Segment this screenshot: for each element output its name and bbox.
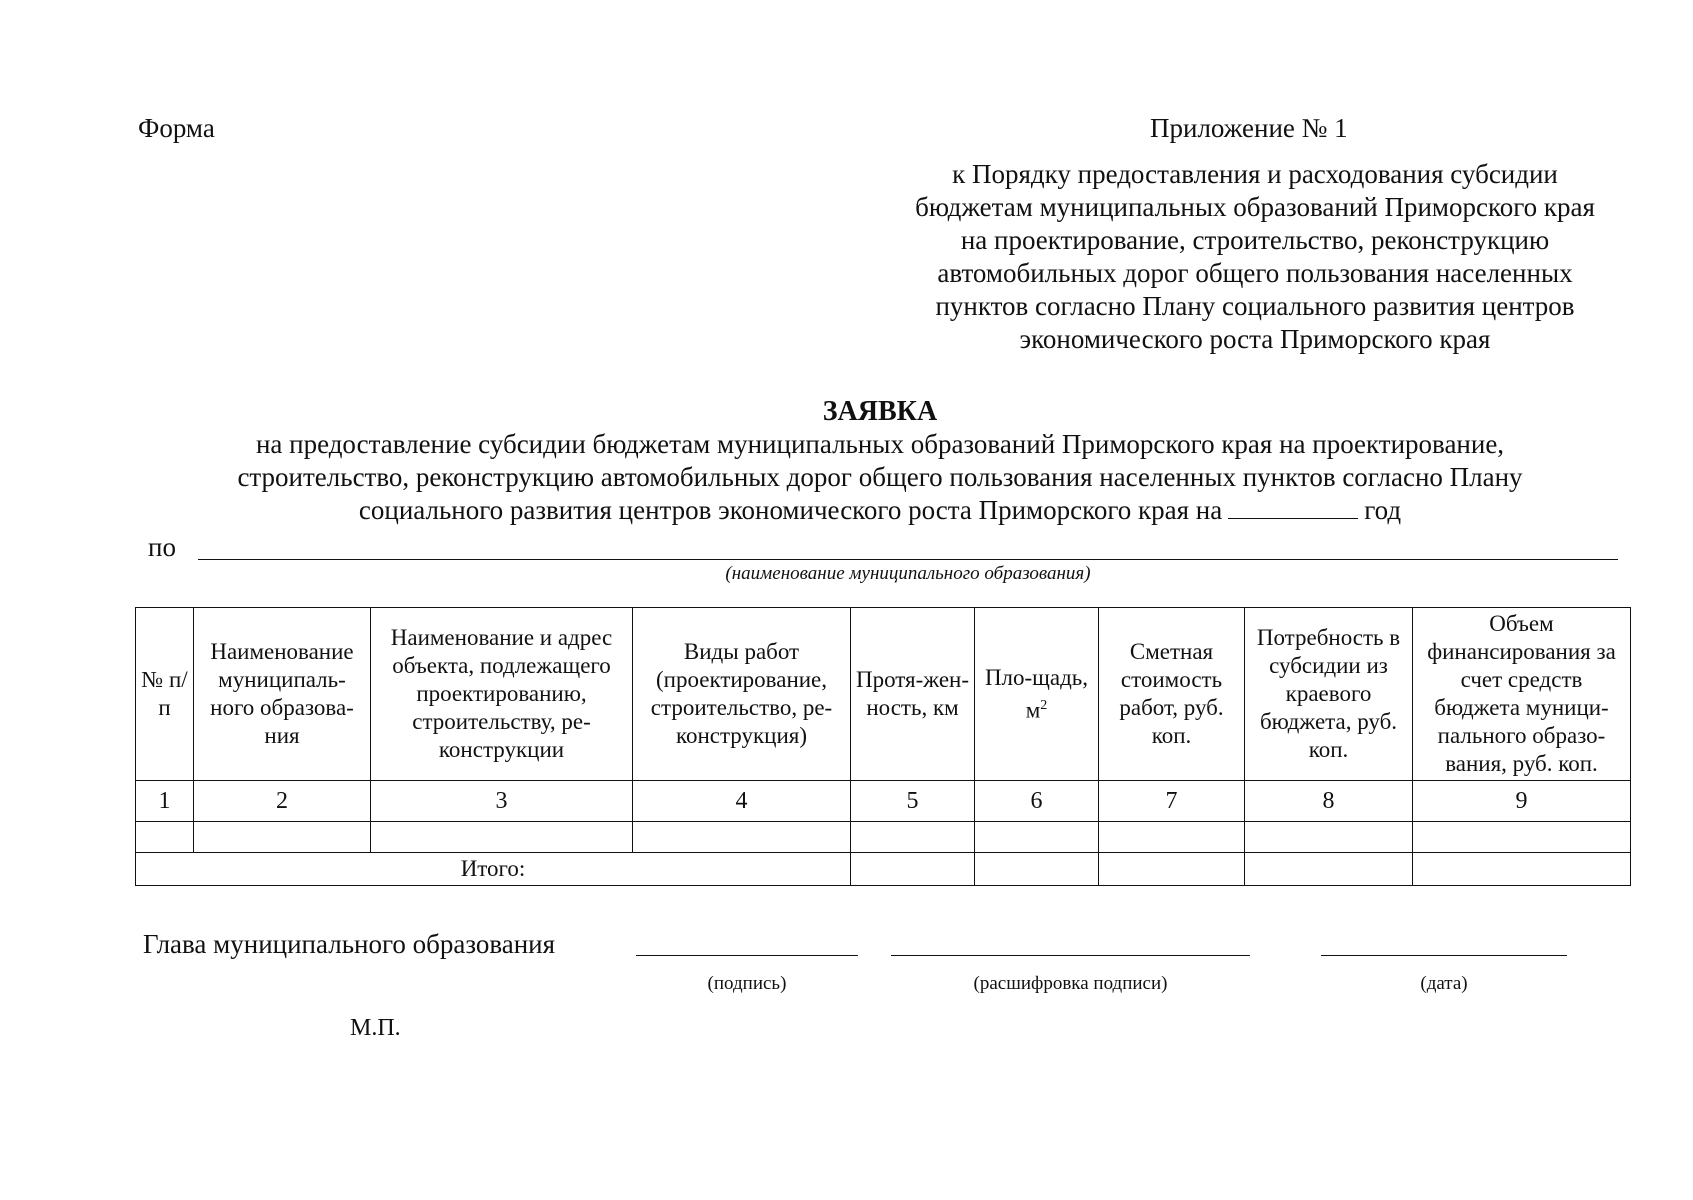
header-cell: Сметная стоимость работ, руб. коп. [1099, 608, 1245, 781]
signature-decode-field[interactable] [891, 955, 1250, 956]
total-cell[interactable] [1413, 853, 1631, 886]
subtitle-line: строительство, реконструкцию автомобильных дорог общего пользования населенных пунктов согласно Плану [237, 462, 1523, 492]
column-number: 9 [1413, 781, 1631, 822]
appendix-description [880, 158, 1630, 356]
subtitle-line-text: социального развития центров экономического роста Приморского края на [358, 495, 1223, 525]
signature-caption: (подпись) [707, 973, 787, 994]
column-number-row [136, 781, 1631, 822]
total-row [136, 853, 1631, 886]
municipality-blank-field[interactable] [198, 559, 1618, 560]
year-suffix: год [1364, 495, 1402, 525]
column-number: 4 [633, 781, 851, 822]
table-cell[interactable] [633, 822, 851, 853]
table-header-row [136, 608, 1631, 781]
header-cell: Наименование и адрес объекта, подлежащего проектированию, строительству, ре-конструкции [371, 608, 633, 781]
appendix-line: пунктов согласно Плану социального развития центров [935, 291, 1575, 321]
table-cell[interactable] [371, 822, 633, 853]
column-number: 8 [1245, 781, 1413, 822]
date-caption: (дата) [1420, 973, 1468, 994]
table-cell[interactable] [1245, 822, 1413, 853]
table-row [136, 822, 1631, 853]
header-cell: Объем финансирования за счет средств бюджета муници-пального образо-вания, руб. коп. [1413, 608, 1631, 781]
application-table [135, 607, 1631, 886]
header-cell: Наименование муниципаль-ного образова-ния [194, 608, 371, 781]
header-cell: Виды работ (проектирование, строительство, ре-конструкция) [633, 608, 851, 781]
subtitle-line [170, 494, 1590, 527]
document-title: ЗАЯВКА [822, 396, 938, 427]
total-cell[interactable] [975, 853, 1099, 886]
column-number: 5 [851, 781, 975, 822]
column-number: 6 [975, 781, 1099, 822]
header-cell: Потребность в субсидии из краевого бюджета, руб. коп. [1245, 608, 1413, 781]
column-number: 3 [371, 781, 633, 822]
municipality-hint: (наименование муниципального образования) [725, 563, 1091, 584]
document-subtitle [170, 428, 1590, 527]
table-cell[interactable] [851, 822, 975, 853]
table-cell[interactable] [194, 822, 371, 853]
total-cell[interactable] [1099, 853, 1245, 886]
table-cell[interactable] [1099, 822, 1245, 853]
appendix-title: Приложение № 1 [1150, 113, 1348, 143]
area-superscript: 2 [1040, 697, 1048, 713]
total-cell[interactable] [1245, 853, 1413, 886]
total-label: Итого: [136, 853, 851, 886]
form-label: Форма [138, 113, 215, 143]
subtitle-line: на предоставление субсидии бюджетам муниципальных образований Приморского края на проектирование, [255, 429, 1505, 459]
total-cell[interactable] [851, 853, 975, 886]
head-of-municipality-label: Глава муниципального образования [143, 929, 556, 959]
table-cell[interactable] [1413, 822, 1631, 853]
appendix-line: бюджетам муниципальных образований Приморского края [915, 192, 1595, 222]
date-field[interactable] [1321, 955, 1567, 956]
column-number: 1 [136, 781, 194, 822]
header-cell: № п/п [136, 608, 194, 781]
column-number: 2 [194, 781, 371, 822]
table-cell[interactable] [975, 822, 1099, 853]
stamp-label: М.П. [350, 1015, 401, 1041]
appendix-line: экономического роста Приморского края [1019, 324, 1491, 354]
signature-field[interactable] [636, 955, 858, 956]
appendix-line: к Порядку предоставления и расходования субсидии [952, 159, 1558, 189]
appendix-line: автомобильных дорог общего пользования населенных [937, 258, 1573, 288]
header-cell: Протя-жен-ность, км [851, 608, 975, 781]
header-cell [975, 608, 1099, 781]
table-cell[interactable] [136, 822, 194, 853]
appendix-line: на проектирование, строительство, реконструкцию [960, 225, 1550, 255]
year-blank-field[interactable] [1228, 494, 1358, 519]
header-area-text: Пло-щадь, м [984, 664, 1089, 723]
column-number: 7 [1099, 781, 1245, 822]
po-label: по [148, 532, 176, 562]
signature-decode-caption: (расшифровка подписи) [973, 973, 1168, 994]
